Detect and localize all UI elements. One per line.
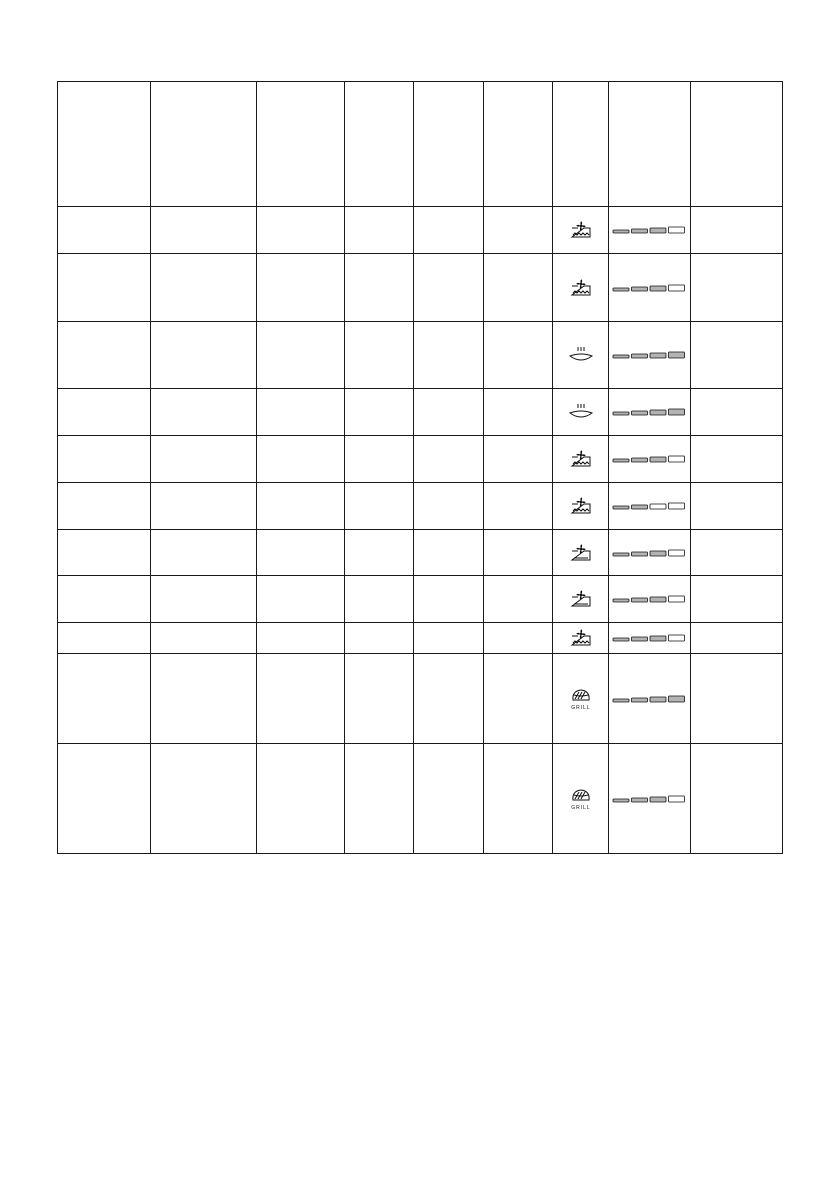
level-segment-filled	[613, 799, 629, 802]
table-cell	[151, 654, 257, 744]
power-level-bars	[612, 795, 688, 803]
table-cell	[345, 322, 414, 389]
grill-icon-label: GRILL	[570, 704, 591, 711]
table-cell	[58, 254, 151, 322]
table-cell	[414, 322, 484, 389]
table-row	[58, 530, 783, 576]
fan-bottom-heat-icon	[568, 542, 594, 564]
level-segment-filled	[650, 636, 666, 641]
table-cell	[257, 436, 345, 483]
table-cell	[414, 436, 484, 483]
fan-heat-icon	[568, 495, 594, 517]
table-cell	[414, 389, 484, 436]
table-cell	[257, 576, 345, 623]
table-cell	[257, 322, 345, 389]
level-segment-filled	[613, 699, 629, 702]
table-cell	[345, 623, 414, 654]
table-cell	[414, 483, 484, 530]
level-cell	[609, 436, 691, 483]
table-cell	[691, 389, 783, 436]
table-cell	[484, 254, 553, 322]
table-cell	[484, 530, 553, 576]
table-cell	[691, 623, 783, 654]
table-cell	[345, 576, 414, 623]
mode-icon-cell	[553, 623, 609, 654]
table-cell	[345, 389, 414, 436]
table-cell	[484, 654, 553, 744]
header-cell	[58, 82, 151, 207]
level-segment-filled	[631, 287, 647, 291]
power-level-bars	[612, 408, 688, 416]
level-segment-filled	[668, 696, 684, 702]
table-cell	[58, 623, 151, 654]
table-cell	[691, 322, 783, 389]
table-cell	[691, 207, 783, 254]
table-row	[58, 207, 783, 254]
header-cell	[553, 82, 609, 207]
table-cell	[484, 744, 553, 854]
grill-icon-label: GRILL	[570, 804, 591, 811]
mode-icon-cell	[553, 483, 609, 530]
table-cell	[691, 483, 783, 530]
header-cell	[484, 82, 553, 207]
table-cell	[58, 436, 151, 483]
header-cell	[414, 82, 484, 207]
level-segment-filled	[613, 459, 629, 462]
table-cell	[151, 254, 257, 322]
mode-icon-cell	[553, 744, 609, 854]
level-segment-filled	[631, 637, 647, 641]
table-cell	[257, 389, 345, 436]
grill-icon	[568, 786, 594, 812]
mode-icon-cell	[553, 254, 609, 322]
level-segment-filled	[613, 288, 629, 291]
table-cell	[691, 576, 783, 623]
table-row	[58, 483, 783, 530]
table-cell	[484, 389, 553, 436]
table-cell	[414, 744, 484, 854]
table-cell	[257, 530, 345, 576]
table-cell	[151, 744, 257, 854]
level-segment-filled	[613, 230, 629, 233]
level-segment-filled	[631, 505, 647, 509]
table-cell	[257, 483, 345, 530]
table-cell	[414, 207, 484, 254]
table-cell	[58, 207, 151, 254]
table-row	[58, 744, 783, 854]
mode-icon-cell	[553, 576, 609, 623]
power-level-bars	[612, 455, 688, 463]
level-cell	[609, 483, 691, 530]
table-row	[58, 436, 783, 483]
level-segment-filled	[631, 229, 647, 233]
table-cell	[691, 436, 783, 483]
table-cell	[345, 654, 414, 744]
level-segment-empty	[668, 503, 684, 509]
table-cell	[58, 530, 151, 576]
level-segment-filled	[631, 552, 647, 556]
table-cell	[345, 436, 414, 483]
table-cell	[257, 623, 345, 654]
level-segment-empty	[650, 504, 666, 509]
level-segment-filled	[631, 411, 647, 415]
table-cell	[151, 207, 257, 254]
level-segment-filled	[650, 228, 666, 233]
table-cell	[691, 654, 783, 744]
table-cell	[58, 744, 151, 854]
level-segment-filled	[613, 412, 629, 415]
table-cell	[257, 744, 345, 854]
table-cell	[151, 322, 257, 389]
table-cell	[414, 576, 484, 623]
header-cell	[345, 82, 414, 207]
level-segment-filled	[650, 353, 666, 358]
table-row	[58, 254, 783, 322]
fan-heat-icon	[568, 448, 594, 470]
level-segment-filled	[613, 638, 629, 641]
fan-heat-icon	[568, 627, 594, 649]
table-cell	[58, 322, 151, 389]
level-cell	[609, 654, 691, 744]
table-cell	[414, 654, 484, 744]
level-segment-empty	[668, 596, 684, 602]
mode-icon-cell	[553, 207, 609, 254]
level-segment-empty	[668, 456, 684, 462]
table-cell	[257, 654, 345, 744]
power-level-bars	[612, 695, 688, 703]
level-segment-empty	[668, 285, 684, 291]
table-cell	[414, 254, 484, 322]
level-segment-filled	[650, 551, 666, 556]
mode-icon-cell	[553, 322, 609, 389]
level-segment-filled	[650, 410, 666, 415]
header-cell	[609, 82, 691, 207]
table-cell	[257, 254, 345, 322]
mode-icon-cell	[553, 389, 609, 436]
level-segment-filled	[650, 797, 666, 802]
level-segment-filled	[631, 598, 647, 602]
grill-icon	[568, 686, 594, 712]
level-segment-filled	[650, 597, 666, 602]
header-cell	[151, 82, 257, 207]
table-cell	[691, 744, 783, 854]
level-segment-filled	[668, 352, 684, 358]
power-level-bars	[612, 284, 688, 292]
table-cell	[484, 623, 553, 654]
table-row	[58, 623, 783, 654]
conventional-steam-icon	[568, 344, 594, 366]
table-row	[58, 389, 783, 436]
table-cell	[345, 254, 414, 322]
table-cell	[484, 576, 553, 623]
table-cell	[691, 530, 783, 576]
level-cell	[609, 254, 691, 322]
level-segment-empty	[668, 635, 684, 641]
fan-bottom-heat-icon	[568, 588, 594, 610]
level-segment-empty	[668, 227, 684, 233]
table-cell	[58, 389, 151, 436]
table-cell	[58, 576, 151, 623]
mode-icon-cell	[553, 436, 609, 483]
mode-icon-cell	[553, 654, 609, 744]
table-cell	[58, 654, 151, 744]
level-segment-empty	[668, 550, 684, 556]
table-cell	[151, 436, 257, 483]
settings-table	[57, 81, 783, 854]
conventional-steam-icon	[568, 401, 594, 423]
level-cell	[609, 389, 691, 436]
level-segment-filled	[650, 697, 666, 702]
table-cell	[345, 530, 414, 576]
table-cell	[58, 483, 151, 530]
power-level-bars	[612, 595, 688, 603]
level-segment-filled	[613, 506, 629, 509]
table-cell	[345, 744, 414, 854]
power-level-bars	[612, 502, 688, 510]
level-segment-filled	[631, 354, 647, 358]
table-cell	[151, 576, 257, 623]
power-level-bars	[612, 634, 688, 642]
table-cell	[345, 483, 414, 530]
level-segment-filled	[668, 409, 684, 415]
level-segment-filled	[613, 553, 629, 556]
mode-icon-cell	[553, 530, 609, 576]
level-cell	[609, 207, 691, 254]
header-cell	[691, 82, 783, 207]
level-cell	[609, 322, 691, 389]
fan-heat-icon	[568, 219, 594, 241]
level-segment-empty	[668, 796, 684, 802]
level-cell	[609, 623, 691, 654]
table-cell	[484, 483, 553, 530]
table-cell	[345, 207, 414, 254]
level-segment-filled	[631, 698, 647, 702]
table-cell	[484, 207, 553, 254]
table-row	[58, 576, 783, 623]
table-cell	[484, 436, 553, 483]
power-level-bars	[612, 549, 688, 557]
level-segment-filled	[650, 286, 666, 291]
level-cell	[609, 744, 691, 854]
table-cell	[414, 530, 484, 576]
level-cell	[609, 576, 691, 623]
level-segment-filled	[631, 798, 647, 802]
fan-heat-icon	[568, 277, 594, 299]
level-segment-filled	[613, 599, 629, 602]
level-segment-filled	[650, 457, 666, 462]
table-cell	[257, 207, 345, 254]
table-cell	[484, 322, 553, 389]
header-row	[58, 82, 783, 207]
level-segment-filled	[631, 458, 647, 462]
table-cell	[151, 389, 257, 436]
table-cell	[691, 254, 783, 322]
header-cell	[257, 82, 345, 207]
table-cell	[151, 623, 257, 654]
level-cell	[609, 530, 691, 576]
table-cell	[151, 530, 257, 576]
table-cell	[151, 483, 257, 530]
power-level-bars	[612, 226, 688, 234]
level-segment-filled	[613, 355, 629, 358]
table-row	[58, 654, 783, 744]
power-level-bars	[612, 351, 688, 359]
table-cell	[414, 623, 484, 654]
table-row	[58, 322, 783, 389]
